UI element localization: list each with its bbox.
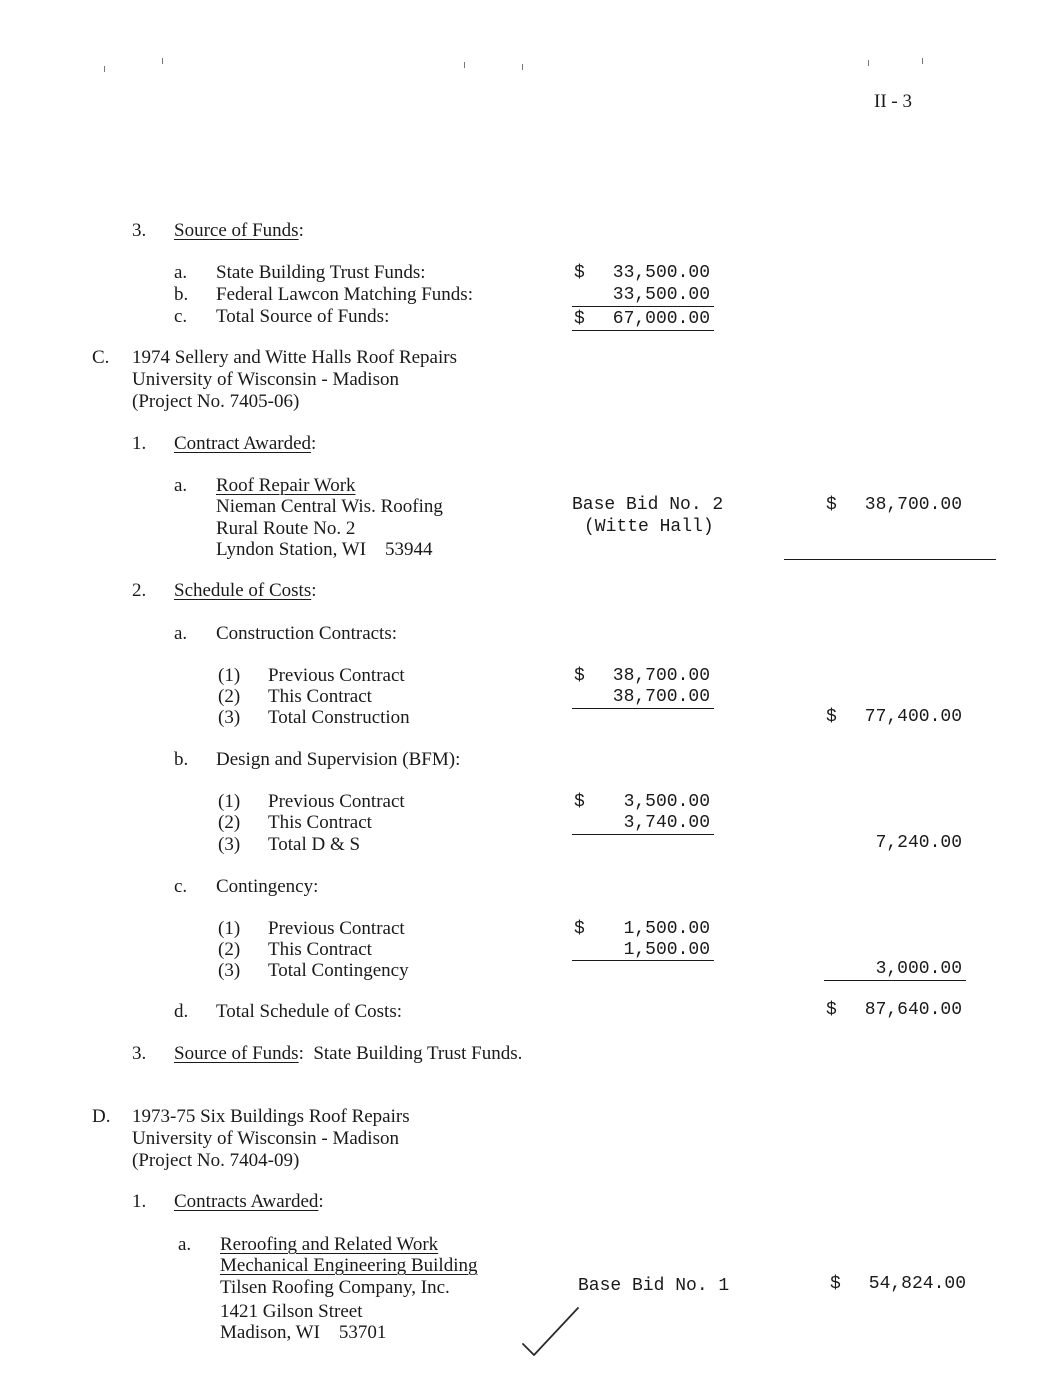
heading-text: Schedule of Costs [174,580,312,601]
bid-note: (Witte Hall) [584,517,714,537]
dollar-sign: $ [574,309,585,329]
contractor-address: 1421 Gilson Street [220,1301,363,1322]
work-title: Reroofing and Related Work [220,1234,439,1255]
heading-colon: : [318,1191,324,1212]
subtotal-rule [572,708,714,709]
building-name: Mechanical Engineering Building [220,1255,478,1276]
sub-label: This Contract [268,939,372,960]
project-title: 1974 Sellery and Witte Halls Roof Repairs [132,347,457,368]
amount: 7,240.00 [875,833,962,853]
section-heading [174,433,316,455]
row-letter: a. [178,1234,192,1255]
amount: 67,000.00 [612,309,710,329]
section-heading [174,1043,522,1065]
section-heading [174,580,317,602]
total-rule [572,330,714,331]
row-label: Contingency: [216,876,319,897]
amount: 38,700.00 [612,666,710,686]
scan-mark [522,64,523,70]
dollar-sign: $ [826,495,837,515]
heading-text: Source of Funds [174,1043,299,1064]
item-number: 1. [132,1191,147,1212]
amount: 38,700.00 [612,687,710,707]
heading-text: Source of Funds [174,220,299,241]
row-label: Federal Lawcon Matching Funds: [216,284,473,305]
row-letter: d. [174,1001,189,1022]
work-title: Roof Repair Work [216,475,356,496]
scan-mark [162,58,163,64]
row-letter: a. [174,475,188,496]
dollar-sign: $ [574,666,585,686]
item-number: 3. [132,220,147,241]
item-number: 2. [132,580,147,601]
section-heading [174,220,304,242]
row-label: Construction Contracts: [216,623,398,644]
sub-label: Previous Contract [268,918,405,939]
amount: 1,500.00 [623,940,710,960]
row-label: State Building Trust Funds: [216,262,426,283]
heading-colon: : [311,580,317,601]
sub-number: (3) [218,960,241,981]
project-institution: University of Wisconsin - Madison [132,1128,399,1149]
amount: 3,500.00 [623,792,710,812]
dollar-sign: $ [574,792,585,812]
amount: 77,400.00 [864,707,962,727]
row-letter: b. [174,284,189,305]
dollar-sign: $ [830,1274,841,1294]
section-letter: D. [92,1106,111,1127]
row-label: Total Schedule of Costs: [216,1001,403,1022]
dollar-sign: $ [574,263,585,283]
sub-label: Previous Contract [268,665,405,686]
row-letter: a. [174,262,188,283]
dollar-sign: $ [826,1000,837,1020]
project-institution: University of Wisconsin - Madison [132,369,399,390]
sub-number: (3) [218,707,241,728]
total-rule [824,980,966,981]
row-letter: b. [174,749,189,770]
row-letter: c. [174,876,188,897]
page-number: II - 3 [874,91,912,112]
row-letter: c. [174,306,188,327]
row-letter: a. [174,623,188,644]
dollar-sign: $ [574,919,585,939]
sub-number: (1) [218,791,241,812]
subtotal-rule [572,960,714,961]
row-label: Design and Supervision (BFM): [216,749,461,770]
amount: 33,500.00 [612,285,710,305]
check-mark-icon [520,1306,582,1358]
contractor-city: Lyndon Station, WI 53944 [216,539,433,560]
sub-label: Previous Contract [268,791,405,812]
sub-label: Total Contingency [268,960,409,981]
bid-label: Base Bid No. 1 [578,1276,730,1296]
subtotal-rule [572,834,714,835]
sub-number: (2) [218,686,241,707]
item-number: 1. [132,433,147,454]
sub-label: This Contract [268,686,372,707]
scan-mark [922,58,923,64]
amount: 33,500.00 [612,263,710,283]
project-number: (Project No. 7404-09) [132,1150,300,1171]
bid-label: Base Bid No. 2 [572,495,724,515]
project-number: (Project No. 7405-06) [132,391,300,412]
total-rule [784,559,996,560]
contractor-city: Madison, WI 53701 [220,1322,387,1343]
subtotal-rule [572,306,714,307]
sub-number: (1) [218,918,241,939]
heading-colon: : [298,220,304,241]
section-letter: C. [92,347,110,368]
sub-label: This Contract [268,812,372,833]
row-label: Total Source of Funds: [216,306,390,327]
contractor-name: Tilsen Roofing Company, Inc. [220,1277,450,1298]
scan-mark [868,60,869,66]
contractor-address: Rural Route No. 2 [216,518,356,539]
contractor-name: Nieman Central Wis. Roofing [216,496,443,517]
project-title: 1973-75 Six Buildings Roof Repairs [132,1106,410,1127]
item-number: 3. [132,1043,147,1064]
scan-mark [104,66,105,72]
sub-label: Total D & S [268,834,361,855]
amount: 38,700.00 [864,495,962,515]
amount: 54,824.00 [868,1274,966,1294]
dollar-sign: $ [826,707,837,727]
heading-text: Contract Awarded [174,433,312,454]
heading-text: Contracts Awarded [174,1191,319,1212]
scan-mark [464,62,465,68]
sub-label: Total Construction [268,707,410,728]
heading-colon: : [311,433,317,454]
heading-rest: : State Building Trust Funds. [298,1043,523,1064]
sub-number: (1) [218,665,241,686]
section-heading [174,1191,324,1213]
amount: 1,500.00 [623,919,710,939]
amount: 3,000.00 [875,959,962,979]
amount: 3,740.00 [623,813,710,833]
sub-number: (2) [218,812,241,833]
sub-number: (3) [218,834,241,855]
sub-number: (2) [218,939,241,960]
amount: 87,640.00 [864,1000,962,1020]
